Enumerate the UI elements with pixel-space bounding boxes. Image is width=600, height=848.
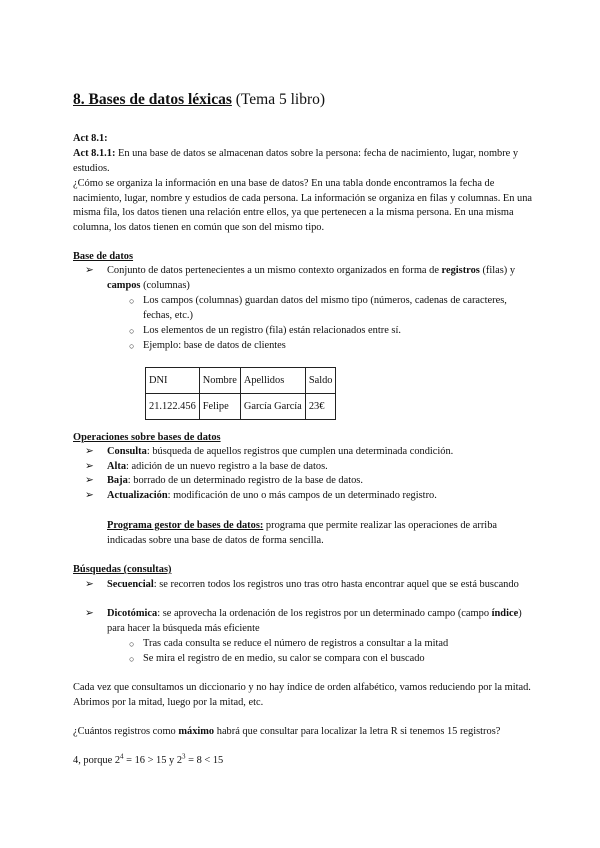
base-b1-text-a: Conjunto de datos pertenecientes a un mismo contexto organizados en forma de bbox=[107, 265, 439, 276]
base-b1-registros: registros bbox=[441, 265, 480, 276]
ops-item bbox=[107, 489, 533, 504]
table-header-cell: Apellidos bbox=[240, 368, 305, 394]
gestor-text: programa que permite realizar las operaciones de arriba indicadas sobre una base de datos de forma sencilla. bbox=[107, 520, 497, 546]
table-header-cell: Nombre bbox=[199, 368, 240, 394]
ops-item-label: Actualización bbox=[107, 490, 168, 501]
busq-dic-text-a: : se aprovecha la ordenación de los registros por un determinado campo (campo bbox=[157, 608, 490, 619]
busq-dic-label: Dicotómica bbox=[107, 608, 158, 619]
table-header-cell: Saldo bbox=[305, 368, 336, 394]
page-title bbox=[73, 91, 325, 109]
ops-item-text: : búsqueda de aquellos registros que cumplen una determinada condición. bbox=[146, 446, 454, 457]
arrow-bullet-icon: ➢ bbox=[85, 446, 94, 457]
answer-registros bbox=[73, 754, 533, 769]
ops-item-text: : modificación de uno o más campos de un determinado registro. bbox=[167, 490, 437, 501]
section-busq-heading: Búsquedas (consultas) bbox=[73, 564, 172, 575]
arrow-bullet-icon: ➢ bbox=[85, 608, 94, 619]
busq-secuencial bbox=[107, 578, 533, 593]
base-bullet-1 bbox=[107, 264, 533, 293]
ops-item-label: Alta bbox=[107, 461, 127, 472]
busq-sub-1: Tras cada consulta se reduce el número de registros a consultar a la mitad bbox=[143, 638, 449, 649]
ops-item bbox=[107, 445, 533, 460]
table-cell: Felipe bbox=[199, 394, 240, 420]
act-answer bbox=[73, 177, 533, 235]
table-cell: 21.122.456 bbox=[146, 394, 200, 420]
question-maximo: máximo bbox=[178, 726, 215, 737]
question-registros bbox=[73, 725, 533, 740]
section-ops-heading: Operaciones sobre bases de datos bbox=[73, 432, 221, 443]
arrow-bullet-icon: ➢ bbox=[85, 265, 94, 276]
clients-table bbox=[145, 367, 336, 420]
busq-dicotomica bbox=[107, 607, 533, 636]
act-question-1 bbox=[73, 147, 533, 176]
table-header-cell: DNI bbox=[146, 368, 200, 394]
busq-sub-2: Se mira el registro de en medio, su calor se compara con el buscado bbox=[143, 653, 425, 664]
ops-item bbox=[107, 460, 533, 475]
act-question-label: Act 8.1.1: bbox=[73, 148, 116, 159]
act-question-text: En una base de datos se almacenan datos sobre la persona: fecha de nacimiento, lugar, nombre y estudios. bbox=[73, 148, 519, 174]
arrow-bullet-icon: ➢ bbox=[85, 579, 94, 590]
arrow-bullet-icon: ➢ bbox=[85, 461, 94, 472]
busq-dic-indice: índice bbox=[491, 608, 519, 619]
ops-item bbox=[107, 474, 533, 489]
answer-text-c: = 8 < 15 bbox=[185, 755, 224, 766]
act-heading: Act 8.1: bbox=[73, 133, 108, 144]
ops-item-label: Baja bbox=[107, 475, 128, 486]
arrow-bullet-icon: ➢ bbox=[85, 490, 94, 501]
circle-bullet-icon: ○ bbox=[129, 326, 135, 336]
gestor-label: Programa gestor de bases de datos: bbox=[107, 520, 264, 531]
act-question-2: ¿Cómo se organiza la información en una base de datos? bbox=[73, 178, 309, 189]
circle-bullet-icon: ○ bbox=[129, 639, 135, 649]
section-base-heading: Base de datos bbox=[73, 251, 134, 262]
circle-bullet-icon: ○ bbox=[129, 296, 135, 306]
table-header-row bbox=[146, 368, 336, 394]
title-main: 8. Bases de datos léxicas bbox=[73, 91, 232, 108]
table-cell: García García bbox=[240, 394, 305, 420]
circle-bullet-icon: ○ bbox=[129, 654, 135, 664]
ops-item-label: Consulta bbox=[107, 446, 147, 457]
paragraph-diccionario: Cada vez que consultamos un diccionario y no hay índice de orden alfabético, vamos reduciendo por la mitad. Abrimos por la mitad, luego por la mitad, etc. bbox=[73, 682, 531, 708]
question-text-b: habrá que consultar para localizar la letra R si tenemos 15 registros? bbox=[216, 726, 501, 737]
ops-item-text: : borrado de un determinado registro de la base de datos. bbox=[127, 475, 363, 486]
arrow-bullet-icon: ➢ bbox=[85, 475, 94, 486]
answer-exponent-1: 4 bbox=[120, 752, 124, 761]
answer-text-b: = 16 > 15 y 2 bbox=[123, 755, 183, 766]
question-text-a: ¿Cuántos registros como bbox=[73, 726, 176, 737]
base-b1-text-b: (filas) y bbox=[482, 265, 516, 276]
act-answer-text: En una tabla donde encontramos la fecha de nacimiento, lugar, nombre y estudios de cada persona. La información se organiza en filas y columnas. En una misma fila, los datos tienen una relación entre ellos, ya que pertenecen a la misma persona. En una misma columna, los datos tienen en común que son del mismo tipo. bbox=[73, 178, 533, 233]
base-sub-3: Ejemplo: base de datos de clientes bbox=[143, 340, 286, 351]
base-b1-text-c: (columnas) bbox=[143, 279, 190, 291]
gestor-definition bbox=[107, 519, 533, 548]
busq-sec-label: Secuencial bbox=[107, 579, 154, 590]
circle-bullet-icon: ○ bbox=[129, 341, 135, 351]
table-row bbox=[146, 394, 336, 420]
base-sub-2: Los elementos de un registro (fila) están relacionados entre sí. bbox=[143, 325, 401, 336]
table-cell: 23€ bbox=[305, 394, 336, 420]
ops-item-text: : adición de un nuevo registro a la base de datos. bbox=[126, 461, 328, 472]
base-b1-campos: campos bbox=[107, 279, 141, 291]
base-sub-1: Los campos (columnas) guardan datos del mismo tipo (números, cadenas de caracteres, fechas, etc.) bbox=[143, 295, 507, 321]
title-sub: (Tema 5 libro) bbox=[235, 91, 326, 108]
busq-sec-text: : se recorren todos los registros uno tras otro hasta encontrar aquel que se está buscando bbox=[153, 579, 519, 590]
answer-text-a: 4, porque 2 bbox=[73, 755, 121, 766]
busq-dic-text-b: ) para hacer la búsqueda más eficiente bbox=[107, 608, 522, 634]
answer-exponent-2: 3 bbox=[182, 752, 186, 761]
